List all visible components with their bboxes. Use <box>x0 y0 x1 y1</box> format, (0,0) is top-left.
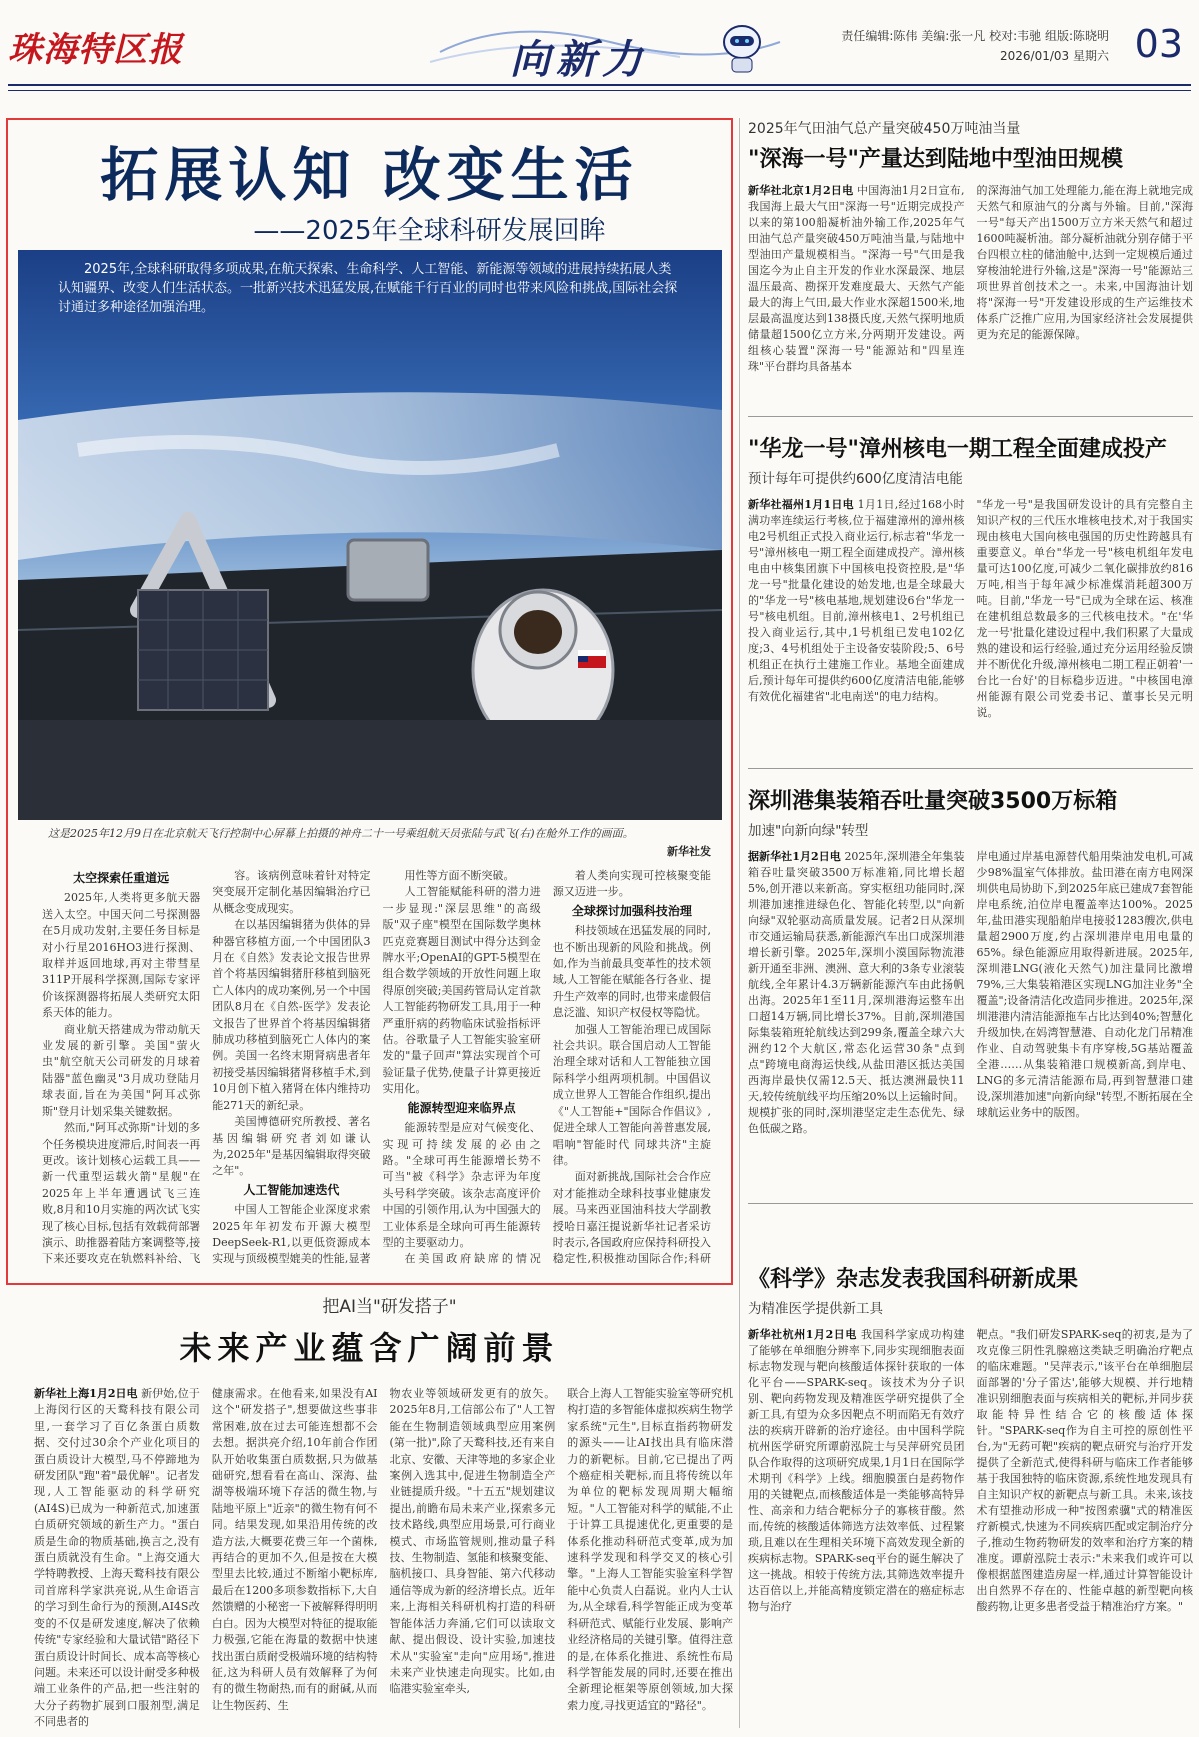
paragraph: 我国科学家成功构建了能够在单细胞分辨率下,同步实现细胞表面标志物发现与靶向核酸适体探针获取的一体化平台——SPARK-seq。该技术为分子识别、靶向药物发现及精准医学研究提供了全新工具,有望为众多因靶点不明而陷无有效疗法的疾病开辟新的治疗途径。由中国科学院杭州医学研究所谭蔚泓院士与吴萍研究员团队合作取得的这项研究成果,1月1日在国际学术期刊《科学》上线。细胞膜蛋白是药物作用的关键靶点,而核酸适体是一类能够高特异性、高亲和力结合靶标分子的寡核苷酸。然而,传统的核酸适体筛选方法效率低、过程繁琐,且难以在生理相关环境下高效发现全新的疾病标志物。SPARK-seq平台的诞生解决了这一挑战。相较于传统方法,其筛选效率提升达百倍以上,并能高精度锁定潜在的癌症标志物与治疗 <box>748 1328 965 1613</box>
feature-column-4 <box>553 868 711 1268</box>
paragraph: 物农业等领域研发更有的放矢。2025年8月,工信部公布了"人工智能在生物制造领域典型应用案例(第一批)",除了天鹜科技,还有来自北京、安徽、天津等地的多家企业案例入选其中,促进生物制造全产业链提质升级。"十五五"规划建议提出,前瞻布局未来产业,探索多元技术路线,典型应用场景,可行商业模式、市场监管规则,推动量子科技、生物制造、氢能和核聚变能、脑机接口、具身智能、第六代移动通信等成为新的经济增长点。近年来,上海相关科研机构打造的科研智能体活力奔涌,它们可以读取文献、提出假设、设计实验,加速技术从"实验室"走向"应用场",推进未来产业快速走向现实。比如,由临港实验室牵头, <box>389 1387 556 1696</box>
bottom-column-3 <box>390 1386 556 1736</box>
editors-line: 责任编辑:陈伟 美编:张一凡 校对:韦驰 组版:陈晓明 <box>841 29 1109 43</box>
paragraph: 靶点。"我们研发SPARK-seq的初衷,是为了攻克像三阴性乳腺癌这类缺乏明确治疗靶点的临床难题。"吴萍表示,"该平台在单细胞层面部署的'分子雷达',能够大规模、并行地精准识别细胞表面与疾病相关的靶标,并同步获取能特异性结合它的核酸适体探针。"SPARK-seq作为自主可控的原创性平台,为"无药可靶"疾病的靶点研究与治疗开发提供了全新范式,使得科研与临床工作者能够基于我国独特的临床资源,系统性地发现具有自主知识产权的新靶点与新工具。未来,该技术有望推动形成一种"按图索骥"式的精准医疗新模式,快速为不同疾病匹配或定制治疗分子,推动生物药物研发的效率和治疗方案的精准度。谭蔚泓院士表示:"未来我们或许可以像根据蓝图建造房屋一样,通过计算智能设计出自然界不存在的、性能卓越的新型靶向核酸药物,让更多患者受益于精准治疗方案。" <box>976 1328 1193 1613</box>
bottom-headline: 未来产业蕴含广阔前景 <box>179 1329 560 1367</box>
article-column <box>748 1327 965 1615</box>
paragraph: "华龙一号"是我国研发设计的具有完整自主知识产权的三代压水堆核电技术,对于我国实现由核电大国向核电强国的历史性跨越具有重要意义。单台"华龙一号"核电机组年发电量可达100亿度,可减少二氧化碳排放约816万吨,相当于每年减少标准煤消耗超300万吨。目前,"华龙一号"已成为全球在运、核准在建机组总数最多的三代核电技术。"在'华龙一号'批量化建设过程中,我们积累了大量成熟的建设和运行经验,通过充分运用经验反馈并不断优化升级,漳州核电二期工程正朝着'一台比一台好'的目标稳步迈进。"中核国电漳州能源有限公司党委书记、董事长吴元明说。 <box>976 498 1193 719</box>
column-divider <box>739 118 740 1728</box>
article-kicker: 2025年气田油气总产量突破450万吨油当量 <box>748 121 1021 137</box>
article-deep-sea-one <box>748 118 1193 418</box>
paragraph: 在以基因编辑猪为供体的异种器官移植方面,一个中国团队3月在《自然》发表论文报告世界首个将基因编辑猪肝移植到脑死亡人体内的成功案例,另一个中国团队8月在《自然-医学》发表论文报告了世界首个将基因编辑猪肺成功移植到脑死亡人体内的案例。美国一名终末期肾病患者年初接受基因编辑猪肾移植手术,到10月创下植入猪肾在体内维持功能271天的新纪录。 <box>212 918 371 1112</box>
subhead-governance: 全球探讨加强科技治理 <box>571 903 692 918</box>
article-body <box>748 849 1193 1137</box>
paragraph: 人工智能赋能科研的潜力进一步显现:"深层思维"的高级版"双子座"模型在国际数学奥林匹克竞赛题目测试中得分达到金牌水平;OpenAI的GPT-5模型在组合数学领域的开放性问题上取得原创突破;美国药管局认定首款人工智能药物研发工具,用于一种严重肝病的药物临床试验指标评估。谷歌量子人工智能实验室研发的"量子回声"算法实现首个可验证量子优势,使量子计算更接近实用化。 <box>382 885 541 1096</box>
article-headline: "深海一号"产量达到陆地中型油田规模 <box>748 147 1123 172</box>
feature-lead: 2025年,全球科研取得多项成果,在航天探索、生命科学、人工智能、新能源等领域的进展持续拓展人类认知疆界、改变人们生活状态。一批新兴技术迅猛发展,在赋能千行百业的同时也带来风险和挑战,国际社会探讨通过多种途径加强治理。 <box>58 262 678 315</box>
bottom-column-4 <box>567 1386 733 1736</box>
paragraph: 2025年,人类将更多航天器送入太空。中国天问二号探测器在5月成功发射,主要任务目标是对小行星2016HO3进行探测、取样并返回地球,再对主带彗星311P开展科学探测,国际专家评价该探测器将拓展人类研究太阳系天体的能力。 <box>42 891 201 1020</box>
feature-column-1 <box>42 868 200 1268</box>
paragraph: 中国海油1月2日宣布,我国海上最大气田"深海一号"近期完成投产以来的第100船凝析油外输工作,2025年气田油气总产量突破450万吨油当量,与陆地中型油田产量规模相当。"深海一号"气田是我国迄今为止自主开发的作业水深最深、地层温压最高、勘探开发难度最大、天然气产能最大的海上气田,最大作业水深超1500米,地层最高温度达到138摄氏度,天然气探明地质储量超1500亿立方米,分两期开发建设。两组核心装置"深海一号"能源站和"四星连珠"平台群均具备基本 <box>748 184 965 373</box>
paragraph: 然而,"阿耳忒弥斯"计划的多个任务模块进度滞后,时间表一再更改。该计划核心运载工具——新一代重型运载火箭"星舰"在2025年上半年遭遇试飞三连败,8月和10月实施的两次试飞实现了核心目标,包括有效载荷部署演示、助推器着陆方案调整等,接下来还要攻克在轨燃料补给、飞 <box>42 1121 201 1266</box>
page-header <box>0 0 1199 96</box>
paragraph: 新伊始,位于上海闵行区的天鹜科技有限公司里,一套学习了百亿条蛋白质数据、交付过30余个产业化项目的蛋白质设计大模型,马不停蹄地为研发团队"跑"着"最优解"。记者发现,人工智能驱动的科学研究(AI4S)已成为一种新范式,加速蛋白质研究领域的新生产力。"蛋白质是生命的物质基础,换言之,没有蛋白质就没有生命。"上海交通大学特聘教授、上海天鹜科技有限公司首席科学家洪亮说,从生命语言的学习到生命行为的预测,AI4S改变的不仅是研发速度,解决了依赖传统"专家经验和大量试错"路径下蛋白质设计时间长、成本高等核心问题。未来还可以设计耐受多种极端工业条件的产品,把一些注射的大分子药物扩展到口服剂型,满足不同患者的 <box>34 1387 200 1729</box>
paragraph: 容。该病例意味着针对特定突变展开定制化基因编辑治疗已从概念变成现实。 <box>212 869 371 915</box>
feature-column-3 <box>383 868 541 1268</box>
article-hualong-one <box>748 428 1193 768</box>
paragraph: 2025年,深圳港全年集装箱吞吐量突破3500万标准箱,同比增长超5%,创开港以来新高。穿实枢纽功能同时,深圳港加速推进绿色化、智能化转型,以"向新向绿"双轮驱动高质量发展。记者2日从深圳市交通运输局获悉,新能源汽车出口成深圳港增长新引擎。2025年,深圳小漠国际物流港新开通至非洲、澳洲、意大利的3条专业滚装航线,全年累计4.3万辆新能源汽车由此扬帆出海。2025年1至11月,深圳港海运整车出口超14万辆,同比增长37%。目前,深圳港国际集装箱班轮航线达到299条,覆盖全球六大洲约12个大航区,常态化运营30条"点到点"跨境电商海运快线,从盐田港区抵达美国西海岸最快仅需12.5天、抵达澳洲最快11天,较传统航线平均压缩20%以上运输时间。规模扩张的同时,深圳港坚定走生态优先、绿色低碳之路。 <box>748 850 965 1135</box>
article-column <box>748 849 965 1137</box>
paragraph: 中国人工智能企业深度求索2025年年初发布开源大模型DeepSeek-R1,以更低资源成本实现与顶级模型媲美的性能,显著 <box>212 1203 371 1266</box>
article-separator <box>748 416 1193 417</box>
subhead-energy: 能源转型迎来临界点 <box>407 1100 516 1115</box>
astronaut-photo <box>18 250 722 820</box>
paragraph: 1月1日,经过168小时满功率连续运行考核,位于福建漳州的漳州核电2号机组正式投入商业运行,标志着"华龙一号"漳州核电一期工程全面建成投产。漳州核电由中核集团旗下中国核电投资控股,是"华龙一号"批量化建设的始发地,也是全球最大的"华龙一号"核电基地,规划建设6台"华龙一号"核电机组。目前,漳州核电1、2号机组已投入商业运行,其中,1号机组已发电102亿度;3、4号机组处于主设备安装阶段;5、6号机组正在执行土建施工作业。基地全面建成后,预计每年可提供约600亿度清洁电能,能够有效优化福建省"北电南送"的电力结构。 <box>748 498 965 703</box>
bottom-article <box>6 1292 733 1737</box>
feature-subtitle: ——2025年全球科研发展回眸 <box>253 216 606 246</box>
subhead-space: 太空探索任重道远 <box>73 871 170 885</box>
dateline: 新华社北京1月2日电 <box>748 184 854 197</box>
paragraph: 能源转型是应对气候变化、实现可持续发展的必由之路。"全球可再生能源增长势不可当"被《科学》杂志评为年度头号科学突破。该杂志高度评价中国的引领作用,认为中国强大的工业体系是全球向可再生能源转型的主要驱动力。 <box>382 1121 541 1249</box>
article-column <box>977 497 1194 721</box>
right-column <box>748 118 1193 1737</box>
editor-credits <box>841 26 1109 66</box>
section-title: 向新力 <box>510 36 648 83</box>
masthead-logo: 珠海特区报 <box>8 30 183 70</box>
feature-headline: 拓展认知 改变生活 <box>100 141 639 209</box>
paragraph: 着人类向实现可控核聚变能源又迈进一步。 <box>552 869 711 899</box>
photo-caption: 这是2025年12月9日在北京航天飞行控制中心屏幕上拍摄的神舟二十一号乘组航天员张陆与武飞(右)在舱外工作的画面。 <box>48 827 634 840</box>
article-column <box>977 183 1194 375</box>
dateline: 据新华社1月2日电 <box>748 850 841 863</box>
spacewalk-image <box>18 250 722 820</box>
article-body <box>748 497 1193 721</box>
page-number: 03 <box>1134 22 1183 66</box>
paragraph: 加强人工智能治理已成国际社会共识。联合国启动人工智能治理全球对话和人工智能独立国际科学小组两项机制。中国倡议成立世界人工智能合作组织,提出《"人工智能+"国际合作倡议》,促进全球人工智能向善普惠发展,唱响"智能时代 同球共济"主旋律。 <box>552 1022 711 1167</box>
article-headline: "华龙一号"漳州核电一期工程全面建成投产 <box>748 437 1167 462</box>
paragraph: 在美国政府缺席的情况 <box>404 1252 541 1266</box>
header-rule-thin <box>8 90 1191 91</box>
subhead-ai: 人工智能加速迭代 <box>243 1182 340 1197</box>
article-body <box>748 1327 1193 1615</box>
article-column <box>748 497 965 721</box>
feature-columns <box>42 868 711 1268</box>
paragraph: 美国博德研究所教授、著名基因编辑研究者刘如谦认为,2025年"是基因编辑取得突破之年"。 <box>212 1115 371 1178</box>
article-subhead: 加速"向新向绿"转型 <box>748 823 869 839</box>
paragraph: 联合上海人工智能实验室等研究机构打造的多智能体虚拟疾病生物学家系统"元生",目标直指药物研发的源头——让AI找出具有临床潜力的新靶标。目前,它已提出了两个癌症相关靶标,而且将传统以年为单位的靶标发现周期大幅缩短。"人工智能对科学的赋能,不止于计算工具提速优化,更重要的是体系化推动科研范式变革,成为加速科学发现和科学交叉的核心引擎。"上海人工智能实验室科学智能中心负责人白磊说。业内人士认为,从全球看,科学智能正成为变革科研范式、赋能行业发展、影响产业经济格局的关键引擎。值得注意的是,在体系化推进、系统性布局科学智能发展的同时,还要在推出全新理论框架等原创领域,加大探索力度,寻找更适宜的"路径"。 <box>567 1387 733 1712</box>
bottom-columns <box>34 1386 733 1736</box>
paragraph: 面对新挑战,国际社会合作应对才能推动全球科技事业健康发展。马来西亚国油科技大学副教授哈日嘉汪提说新华社记者采访时表示,各国政府应保持科研投入稳定性,积极推动国际合作;科研 <box>552 1170 711 1266</box>
article-column <box>977 1327 1194 1615</box>
paragraph: 健康需求。在他看来,如果没有AI这个"研发搭子",想要做这些事非常困难,放在过去可能连想都不会去想。据洪亮介绍,10年前合作团队开始收集蛋白质数据,只为做基础研究,想看看在高山、深海、盐湖等极端环境下存活的微生物,与陆地平原上"近亲"的微生物有何不同。结果发现,如果沿用传统的改造方法,大概要花费三年一个菌株,再结合的更加不久,但是按在大模型里去比较,通过不断缩小靶标库,最后在1200多项参数指标下,大自然馈赠的小秘密一下被解释得明明白白。因为大模型对特征的提取能力极强,它能在海量的数据中快速找出蛋白质耐受极端环境的结构特征,这为科研人员有效解释了为何有的微生物耐热,而有的耐碱,从而让生物医药、生 <box>211 1387 378 1712</box>
article-subhead: 预计每年可提供约600亿度清洁电能 <box>748 471 963 487</box>
bottom-column-1 <box>34 1386 200 1736</box>
date-line: 2026/01/03 星期六 <box>1000 49 1109 63</box>
dateline: 新华社上海1月2日电 <box>34 1387 138 1400</box>
paragraph: 用性等方面不断突破。 <box>404 869 515 882</box>
paragraph: 岸电通过岸基电源替代船用柴油发电机,可减少98%温室气体排放。盐田港在南方电网深圳供电局协助下,到2025年底已建成7套智能岸电系统,泊位岸电覆盖率达100%。2025年,盐田港实现船舶岸电接驳1283艘次,供电量超2900万度,约占深圳港岸电用电量的65%。绿色能源应用取得新进展。2025年,深圳港LNG(液化天然气)加注量同比激增79%,三大集装箱港区实现LNG加注业务"全覆盖";设备清洁化改造同步推进。2025年,深圳港港内清洁能源拖车占比达到40%;智慧化升级加快,在妈湾智慧港、自动化龙门吊精准作业、自动驾驶集卡有序穿梭,5G基站覆盖全港……从集装箱港口规模新高,到岸电、LNG的多元清洁能源布局,再到智慧港口建设,深圳港加速"向新向绿"转型,不断拓展在全球航运业务中的版图。 <box>976 850 1193 1119</box>
header-rule <box>8 84 1191 86</box>
article-shenzhen-port <box>748 780 1193 1200</box>
paragraph: 的深海油气加工处理能力,能在海上就地完成天然气和原油气的分离与外输。目前,"深海一号"每天产出1500万立方米天然气和超过1600吨凝析油。部分凝析油就分别存储于平台四根立柱的储油舱中,达到一定规模后通过穿梭油轮进行外输,这是"深海一号"能源站三项世界首创技术之一。未来,中国海油计划将"深海一号"开发建设形成的生产运维技术体系广泛推广应用,为国家经济社会发展提供更为充足的能源保障。 <box>976 184 1193 341</box>
paragraph: 科技领域在迅猛发展的同时,也不断出现新的风险和挑战。例如,作为当前最具变革性的技术领域,人工智能在赋能各行各业、提升生产效率的同时,也带来虚假信息泛滥、知识产权侵权等隐忧。 <box>552 924 711 1020</box>
dateline: 新华社杭州1月2日电 <box>748 1328 857 1341</box>
article-column <box>977 849 1194 1137</box>
bottom-column-2 <box>212 1386 378 1736</box>
section-banner <box>420 12 790 83</box>
article-headline: 《科学》杂志发表我国科研新成果 <box>748 1267 1079 1292</box>
paragraph: 商业航天搭建成为带动航天业发展的新引擎。美国"萤火虫"航空航天公司研发的月球着陆器"蓝色幽灵"3月成功登陆月球表面,旨在为美国"阿耳忒弥斯"登月计划采集关键数据。 <box>42 1022 201 1118</box>
article-headline: 深圳港集装箱吞吐量突破3500万标箱 <box>748 789 1118 814</box>
article-subhead: 为精准医学提供新工具 <box>748 1301 883 1317</box>
article-body <box>748 183 1193 375</box>
article-separator <box>748 1203 1193 1204</box>
bottom-kicker: 把AI当"研发搭子" <box>322 1297 457 1317</box>
article-column <box>748 183 965 375</box>
feature-column-2 <box>212 868 370 1268</box>
dateline: 新华社福州1月1日电 <box>748 498 854 511</box>
article-science-journal <box>748 1258 1193 1728</box>
feature-article <box>6 118 733 1285</box>
article-separator <box>748 768 1193 769</box>
photo-credit: 新华社发 <box>667 845 711 858</box>
